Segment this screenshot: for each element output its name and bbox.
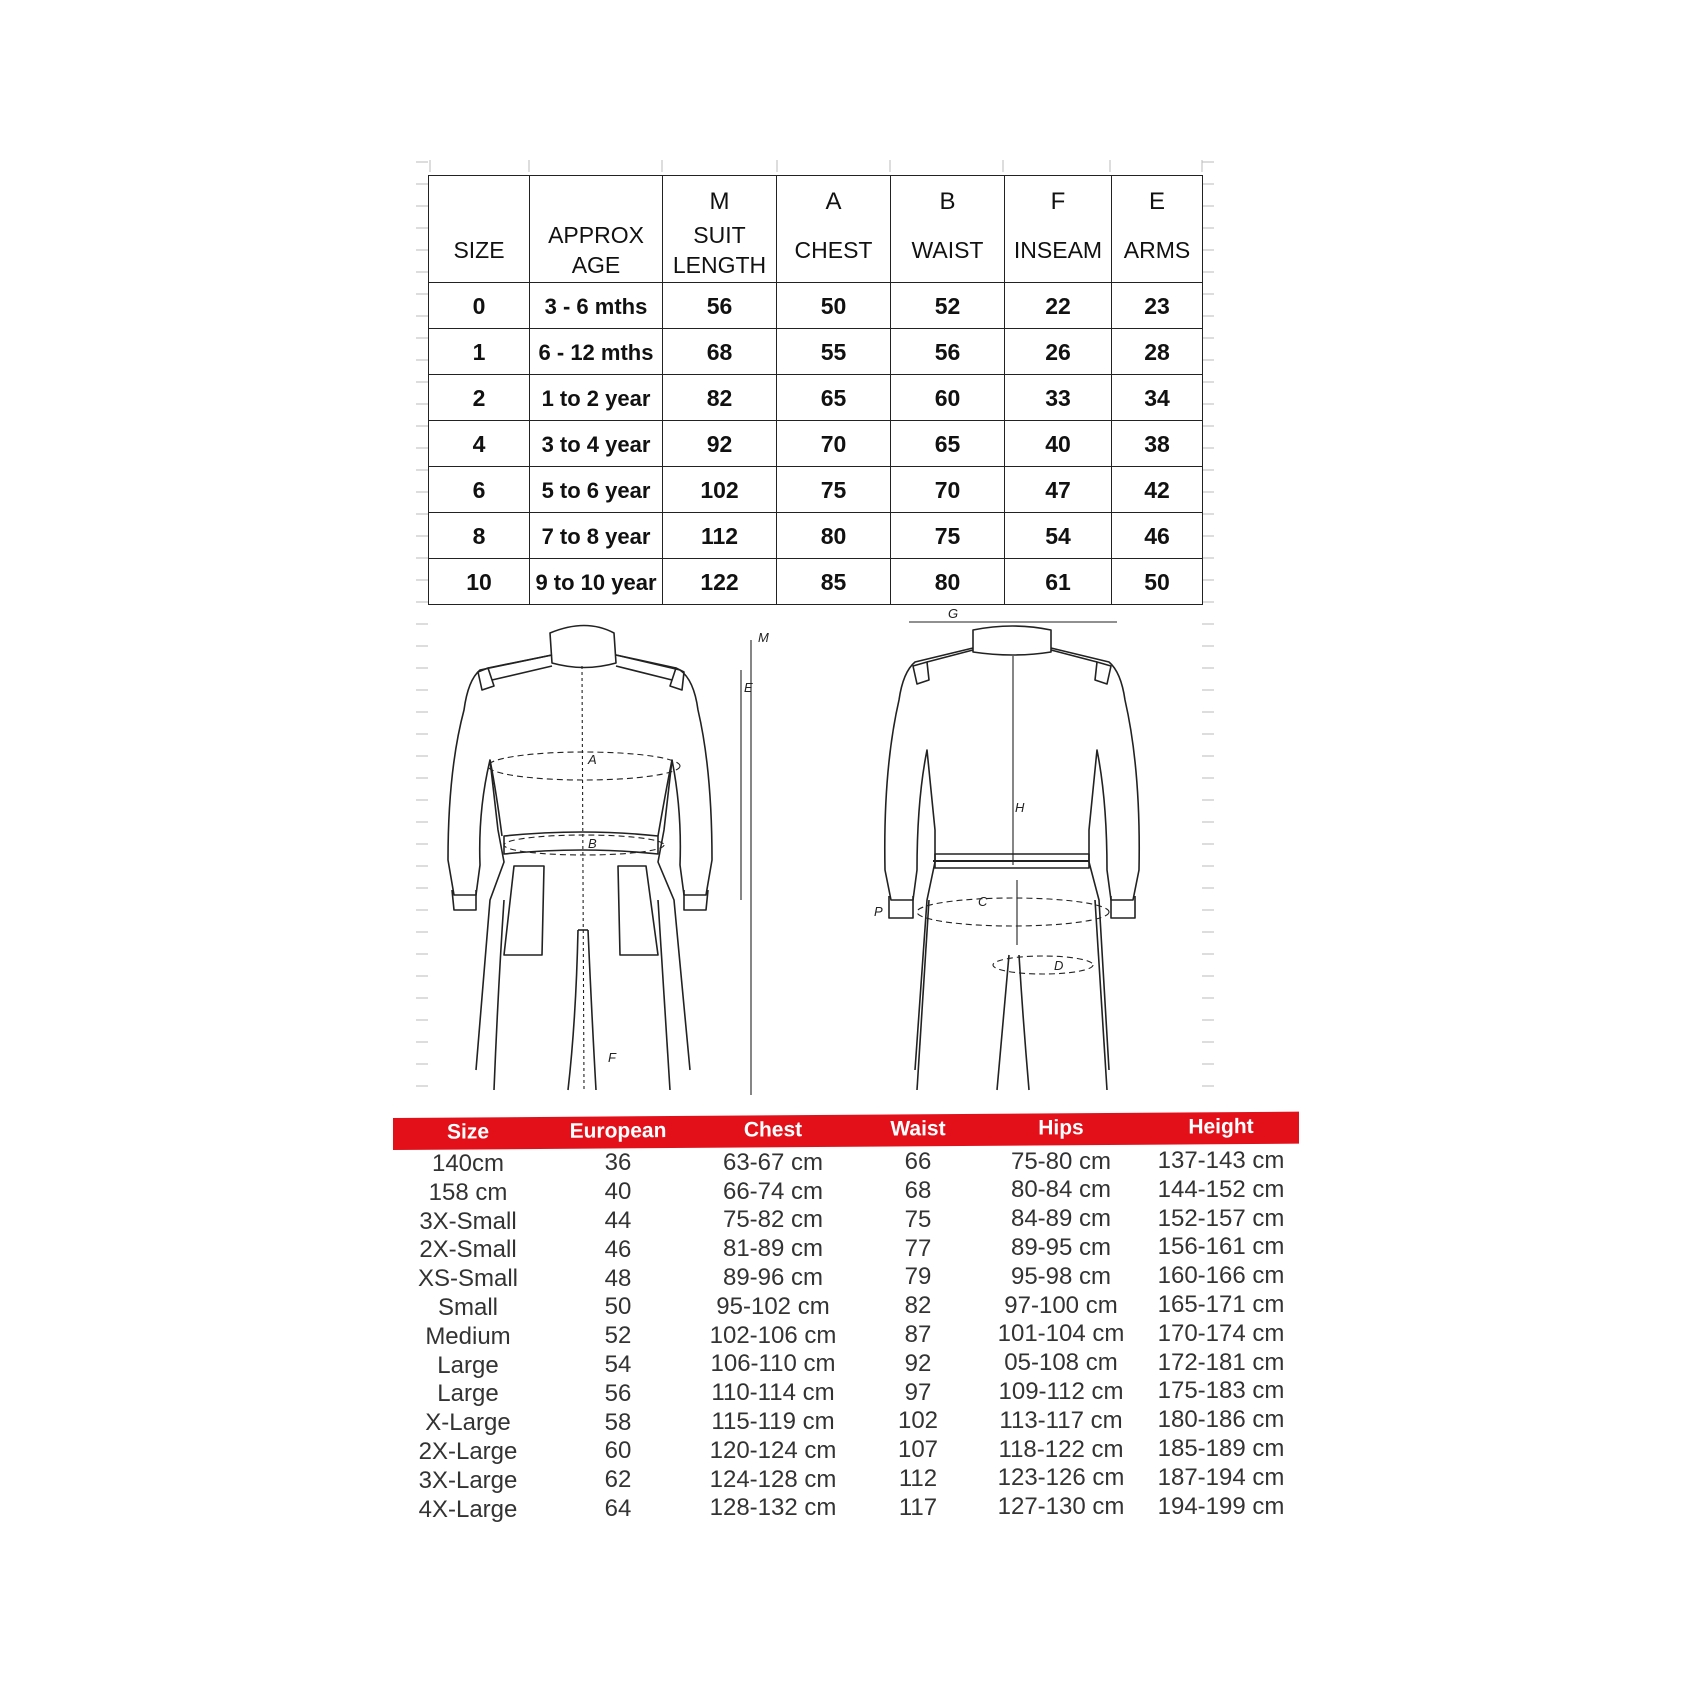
table-cell: 65 [891, 421, 1005, 467]
header-cell [891, 218, 1005, 283]
adult-cell: 75 [904, 1205, 932, 1233]
adult-cell: 48 [604, 1264, 632, 1292]
adult-size-table [393, 1114, 1299, 1524]
table-cell: 26 [1005, 329, 1112, 375]
table-cell: 112 [663, 513, 777, 559]
adult-cell: 63-67 cm [722, 1148, 824, 1176]
adult-header-cell: Size [446, 1120, 490, 1144]
table-row [429, 421, 1203, 467]
adult-cell: 194-199 cm [1157, 1492, 1285, 1520]
header-text: LENGTH [672, 252, 767, 278]
table-row [393, 1434, 1299, 1467]
table-cell: 61 [1005, 559, 1112, 605]
header-text: CHEST [794, 237, 873, 263]
table-cell: 70 [777, 421, 891, 467]
table-cell: 102 [663, 467, 777, 513]
table-row [429, 329, 1203, 375]
table-cell: 10 [429, 559, 530, 605]
table-cell: 40 [1005, 421, 1112, 467]
adult-cell: Large [437, 1380, 499, 1408]
suit-diagram [418, 600, 1214, 1095]
table-cell: 80 [777, 513, 891, 559]
adult-cell: 106-110 cm [710, 1350, 836, 1378]
adult-cell: 50 [604, 1293, 632, 1321]
label-c: C [978, 894, 988, 909]
adult-cell: 170-174 cm [1157, 1319, 1285, 1347]
front-suit-drawing [448, 626, 712, 1091]
header-row [429, 218, 1203, 283]
adult-cell: 40 [604, 1178, 632, 1206]
table-row [429, 559, 1203, 605]
adult-cell: 89-95 cm [1010, 1234, 1112, 1261]
table-cell: 3 - 6 mths [530, 283, 663, 329]
adult-cell: 95-102 cm [716, 1292, 830, 1320]
table-cell: 4 [429, 421, 530, 467]
adult-cell: 102 [897, 1407, 939, 1435]
table-cell: 46 [1112, 513, 1203, 559]
adult-cell: 87 [904, 1320, 932, 1348]
table-cell: 50 [777, 283, 891, 329]
adult-header-cell: Height [1188, 1114, 1254, 1139]
adult-cell: XS-Small [417, 1265, 519, 1293]
table-row [429, 375, 1203, 421]
table-row [393, 1290, 1299, 1323]
adult-cell: 127-130 cm [997, 1493, 1125, 1521]
adult-header-cell: Chest [743, 1118, 803, 1142]
adult-cell: 172-181 cm [1157, 1348, 1285, 1376]
header-cell [663, 218, 777, 283]
table-cell: 23 [1112, 283, 1203, 329]
header-text: ARMS [1123, 237, 1191, 263]
table-row [429, 283, 1203, 329]
table-row [393, 1377, 1299, 1409]
table-row [393, 1233, 1299, 1265]
adult-cell: 2X-Small [419, 1236, 517, 1264]
table-row [393, 1492, 1299, 1525]
table-row [393, 1319, 1299, 1352]
header-cell [429, 218, 530, 283]
table-cell: 8 [429, 513, 530, 559]
adult-cell: 101-104 cm [997, 1320, 1125, 1348]
kids-size-table [428, 175, 1203, 605]
adult-header-cell: Hips [1038, 1116, 1084, 1140]
adult-cell: 110-114 cm [711, 1379, 835, 1407]
adult-cell: 54 [604, 1350, 632, 1378]
table-cell: 0 [429, 283, 530, 329]
label-b: B [588, 836, 597, 851]
adult-cell: Medium [425, 1322, 511, 1350]
adult-cell: X-Large [425, 1409, 511, 1437]
adult-cell: 62 [604, 1466, 632, 1494]
adult-cell: 84-89 cm [1010, 1205, 1112, 1233]
letter-cell [429, 176, 530, 219]
table-cell: 55 [777, 329, 891, 375]
adult-cell: 165-171 cm [1157, 1290, 1285, 1318]
adult-cell: 152-157 cm [1157, 1204, 1285, 1232]
table-cell: 60 [891, 375, 1005, 421]
header-cell [1112, 218, 1203, 283]
header-text: AGE [571, 252, 621, 278]
table-cell: 52 [891, 283, 1005, 329]
adult-cell: 3X-Large [418, 1466, 518, 1494]
label-e: E [744, 680, 753, 695]
adult-cell: 05-108 cm [1004, 1349, 1118, 1377]
adult-cell: 75-80 cm [1010, 1147, 1112, 1175]
table-row [393, 1147, 1299, 1179]
table-cell: 65 [777, 375, 891, 421]
letter-cell: A [777, 176, 891, 219]
header-text: INSEAM [1013, 237, 1103, 263]
table-cell: 47 [1005, 467, 1112, 513]
adult-cell: 97-100 cm [1004, 1291, 1118, 1319]
table-cell: 56 [663, 283, 777, 329]
adult-cell: 44 [604, 1207, 632, 1234]
adult-cell: 123-126 cm [997, 1464, 1125, 1492]
adult-cell: 46 [604, 1235, 632, 1263]
table-cell: 82 [663, 375, 777, 421]
table-row [393, 1406, 1299, 1438]
table-row [429, 513, 1203, 559]
adult-cell: 158 cm [428, 1178, 508, 1206]
adult-cell: 156-161 cm [1157, 1233, 1285, 1261]
header-text: SUIT [693, 222, 746, 248]
adult-cell: 120-124 cm [709, 1436, 837, 1464]
label-h: H [1015, 800, 1025, 815]
adult-cell: 79 [904, 1263, 932, 1291]
table-cell: 5 to 6 year [530, 467, 663, 513]
adult-cell: 82 [904, 1292, 932, 1320]
table-cell: 1 [429, 329, 530, 375]
header-text: APPROX [548, 222, 644, 248]
table-row [393, 1463, 1299, 1496]
letter-cell [530, 176, 663, 219]
adult-cell: 140cm [431, 1150, 505, 1177]
adult-cell: 2X-Large [418, 1437, 518, 1465]
adult-cell: 75-82 cm [722, 1206, 824, 1234]
adult-cell: 77 [904, 1234, 932, 1262]
letter-cell: F [1005, 176, 1112, 219]
adult-cell: 118-122 cm [998, 1435, 1124, 1463]
table-cell: 42 [1112, 467, 1203, 513]
adult-cell: 102-106 cm [709, 1321, 837, 1349]
adult-cell: Large [437, 1351, 499, 1379]
adult-cell: 60 [604, 1437, 632, 1465]
adult-cell: 107 [897, 1436, 939, 1464]
table-cell: 7 to 8 year [530, 513, 663, 559]
table-cell: 34 [1112, 375, 1203, 421]
table-cell: 92 [663, 421, 777, 467]
adult-cell: 128-132 cm [709, 1494, 837, 1522]
adult-cell: 137-143 cm [1157, 1147, 1285, 1174]
table-cell: 75 [891, 513, 1005, 559]
adult-cell: 36 [604, 1149, 632, 1177]
header-cell [1005, 218, 1112, 283]
adult-cell: 113-117 cm [999, 1406, 1123, 1434]
header-text: SIZE [453, 237, 505, 263]
table-cell: 6 - 12 mths [530, 329, 663, 375]
adult-header-cell: Waist [890, 1117, 946, 1141]
adult-cell: 112 [898, 1464, 938, 1492]
label-g: G [948, 606, 959, 621]
adult-cell: 185-189 cm [1157, 1434, 1285, 1462]
adult-cell: 109-112 cm [998, 1377, 1124, 1405]
label-m: M [758, 630, 769, 645]
back-measure-lines [909, 622, 1117, 974]
front-measure-lines [488, 640, 751, 1095]
adult-cell: 175-183 cm [1157, 1377, 1285, 1405]
adult-cell: 124-128 cm [709, 1465, 837, 1493]
table-cell: 122 [663, 559, 777, 605]
label-f: F [608, 1050, 616, 1065]
table-row [393, 1175, 1299, 1208]
adult-cell: 3X-Small [419, 1207, 517, 1235]
adult-cell: 89-96 cm [722, 1264, 824, 1291]
adult-cell: 52 [604, 1322, 632, 1350]
table-cell: 33 [1005, 375, 1112, 421]
adult-header-cell: European [569, 1119, 667, 1143]
table-cell: 70 [891, 467, 1005, 513]
adult-cell: 64 [604, 1494, 632, 1522]
table-cell: 85 [777, 559, 891, 605]
table-cell: 1 to 2 year [530, 375, 663, 421]
measure-letter-row [429, 176, 1203, 219]
table-cell: 68 [663, 329, 777, 375]
header-text: WAIST [911, 237, 984, 263]
table-cell: 38 [1112, 421, 1203, 467]
table-cell: 50 [1112, 559, 1203, 605]
adult-cell: 66-74 cm [722, 1177, 824, 1205]
label-d: D [1054, 958, 1064, 973]
label-a: A [588, 752, 597, 767]
table-cell: 3 to 4 year [530, 421, 663, 467]
letter-cell: B [891, 176, 1005, 219]
adult-cell: 4X-Large [418, 1495, 518, 1523]
adult-cell: 115-119 cm [711, 1407, 835, 1435]
adult-cell: 187-194 cm [1157, 1463, 1285, 1491]
adult-cell: 95-98 cm [1010, 1262, 1112, 1290]
adult-table-body [393, 1147, 1299, 1524]
table-cell: 22 [1005, 283, 1112, 329]
table-cell: 56 [891, 329, 1005, 375]
label-p: P [874, 904, 883, 919]
table-cell: 54 [1005, 513, 1112, 559]
back-suit-drawing [885, 626, 1139, 1090]
table-cell: 2 [429, 375, 530, 421]
table-row [393, 1204, 1299, 1237]
table-cell: 9 to 10 year [530, 559, 663, 605]
header-cell [530, 218, 663, 283]
letter-cell: E [1112, 176, 1203, 219]
table-cell: 28 [1112, 329, 1203, 375]
letter-cell: M [663, 176, 777, 219]
adult-cell: 180-186 cm [1157, 1406, 1285, 1434]
adult-cell: 66 [904, 1148, 932, 1176]
table-cell: 75 [777, 467, 891, 513]
adult-cell: 80-84 cm [1010, 1176, 1112, 1204]
table-cell: 6 [429, 467, 530, 513]
header-cell [777, 218, 891, 283]
adult-cell: 97 [904, 1378, 932, 1406]
adult-header-bar [393, 1112, 1299, 1150]
adult-cell: 81-89 cm [722, 1235, 824, 1263]
adult-cell: 117 [898, 1493, 938, 1521]
table-row [393, 1262, 1299, 1294]
adult-cell: 58 [604, 1408, 632, 1436]
table-row [393, 1348, 1299, 1381]
adult-cell: 56 [604, 1379, 632, 1407]
adult-cell: 160-166 cm [1157, 1262, 1285, 1290]
adult-cell: 68 [904, 1177, 932, 1204]
adult-cell: 144-152 cm [1157, 1175, 1285, 1203]
table-cell: 80 [891, 559, 1005, 605]
adult-cell: Small [437, 1293, 498, 1321]
adult-cell: 92 [904, 1349, 932, 1377]
table-row [429, 467, 1203, 513]
